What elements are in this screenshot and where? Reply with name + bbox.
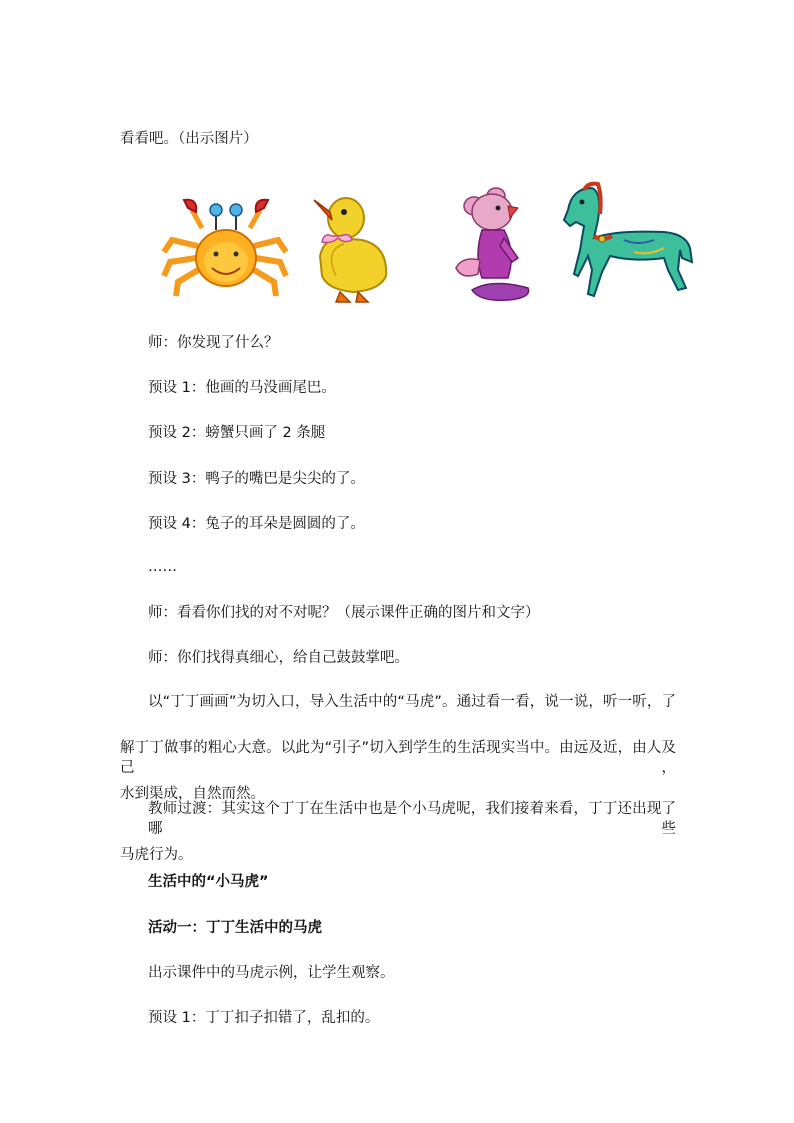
activity-heading: 活动一：丁丁生活中的马虎: [148, 920, 322, 936]
activity-line-1: 出示课件中的马虎示例，让学生观察。: [148, 965, 395, 981]
dialog-line-3: 预设 2：螃蟹只画了 2 条腿: [148, 425, 326, 441]
crab-icon: [158, 196, 294, 306]
activity-line-2: 预设 1：丁丁扣子扣错了，乱扣的。: [148, 1010, 380, 1026]
transition-line-2: 马虎行为。: [120, 847, 193, 863]
transition-line-1: 教师过渡：其实这个丁丁在生活中也是个小马虎呢，我们接着来看，丁丁还出现了哪些: [148, 801, 676, 837]
rabbit-icon: [452, 186, 542, 304]
animal-illustration: [150, 176, 710, 306]
analysis-line-1: 以“丁丁画画”为切入口，导入生活中的“马虎”。通过看一看，说一说，听一听，了: [148, 694, 676, 710]
ellipsis-line: ……: [148, 559, 177, 575]
analysis-line-2: 解丁丁做事的粗心大意。以此为“引子”切入到学生的生活现实当中。由远及近，由人及己，: [120, 740, 676, 776]
dialog-line-5: 预设 4：兔子的耳朵是圆圆的了。: [148, 516, 365, 532]
dialog-line-6: 师：看看你们找的对不对呢？（展示课件正确的图片和文字）: [148, 605, 540, 621]
intro-line: 看看吧。（出示图片）: [120, 131, 258, 147]
dialog-line-7: 师：你们找得真细心，给自己鼓鼓掌吧。: [148, 650, 409, 666]
dialog-line-4: 预设 3：鸭子的嘴巴是尖尖的了。: [148, 471, 365, 487]
dialog-line-2: 预设 1：他画的马没画尾巴。: [148, 380, 336, 396]
dialog-line-1: 师：你发现了什么？: [148, 335, 279, 351]
horse-icon: [554, 180, 704, 304]
section-heading: 生活中的“小马虎”: [148, 874, 269, 890]
analysis-line-3: 水到渠成，自然而然。: [120, 786, 265, 802]
duck-icon: [310, 190, 394, 304]
